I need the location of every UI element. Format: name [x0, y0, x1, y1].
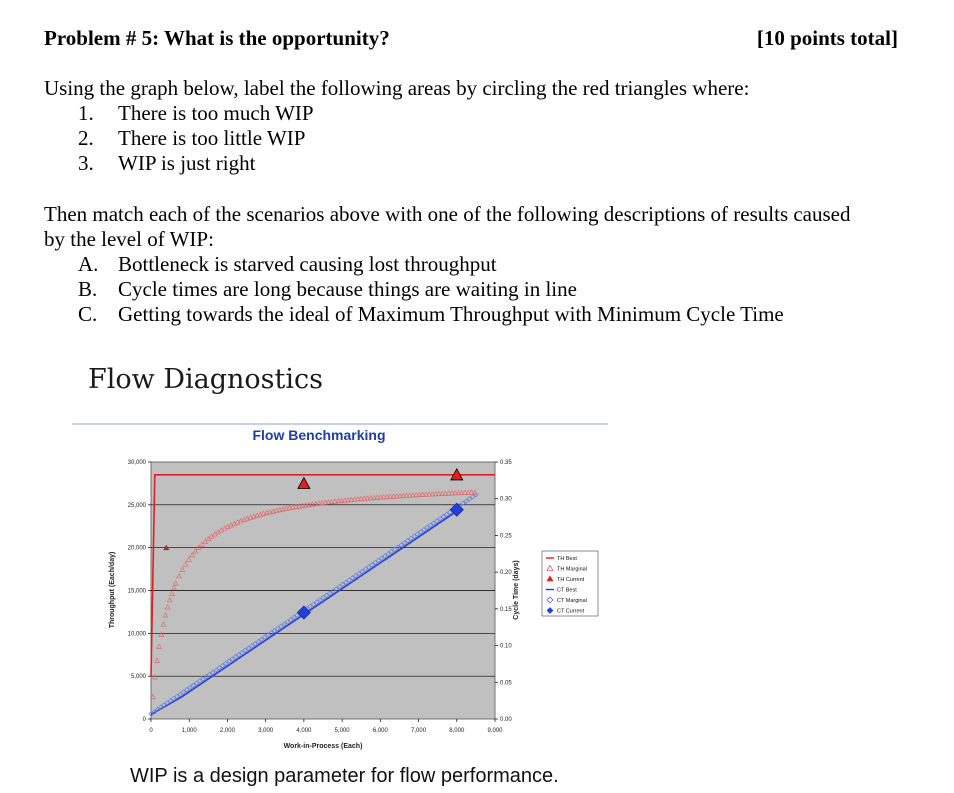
- section-title: Flow Diagnostics: [88, 364, 323, 395]
- list-text: There is too little WIP: [118, 126, 306, 150]
- y-right-tick-label: 0.10: [500, 643, 512, 650]
- chart-title: Flow Benchmarking: [252, 427, 386, 443]
- chart-legend: [542, 551, 598, 616]
- legend-entry-label: CT Marginal: [557, 598, 587, 604]
- points-label: [10 points total]: [756, 26, 898, 50]
- legend-entry-label: TH Marginal: [557, 566, 587, 573]
- y-left-tick-label: 0: [142, 717, 146, 723]
- legend-entry-label: CT Current: [557, 608, 585, 615]
- legend-entry-label: TH Current: [557, 577, 585, 583]
- list-marker: B.: [78, 277, 98, 301]
- legend-entry-label: CT Best: [557, 587, 577, 594]
- x-tick-label: 9,000: [487, 728, 503, 734]
- list-item: [78, 252, 784, 277]
- wip-list: [78, 101, 314, 176]
- y-right-tick-label: 0.20: [500, 570, 512, 577]
- y-right-tick-label: 0.15: [500, 606, 512, 613]
- x-axis-label: Work-in-Process (Each): [283, 743, 363, 750]
- y-axis-right-label: Cycle Time (days): [513, 560, 520, 620]
- problem-title: Problem # 5: What is the opportunity?: [44, 26, 390, 50]
- y-left-tick-label: 15,000: [127, 588, 146, 595]
- x-tick-label: 4,000: [296, 728, 312, 734]
- list-item: [78, 101, 314, 126]
- list-marker: A.: [78, 252, 99, 276]
- list-item: [78, 277, 784, 302]
- list-item: [78, 126, 314, 151]
- list-item: [78, 151, 314, 176]
- intro-text: Using the graph below, label the following areas by circling the red triangles where:: [44, 76, 750, 100]
- y-left-tick-label: 20,000: [127, 545, 146, 552]
- x-tick-label: 8,000: [449, 728, 465, 734]
- chart-caption: WIP is a design parameter for flow performance.: [130, 765, 559, 787]
- list-marker: 1.: [78, 101, 94, 125]
- list-item: [78, 302, 784, 327]
- x-tick-label: 2,000: [219, 728, 235, 734]
- match-instructions-line2: by the level of WIP:: [44, 227, 214, 251]
- list-marker: 3.: [78, 151, 94, 175]
- y-left-tick-label: 30,000: [127, 460, 146, 466]
- list-text: Bottleneck is starved causing lost throughput: [118, 252, 497, 276]
- y-right-tick-label: 0.25: [500, 533, 512, 540]
- list-text: WIP is just right: [118, 151, 256, 175]
- x-tick-label: 6,000: [372, 728, 388, 734]
- flow-benchmarking-chart: [72, 420, 612, 760]
- y-axis-left-label: Throughput (Each/day): [109, 551, 116, 629]
- legend-entry-label: TH Best: [557, 556, 577, 562]
- y-right-tick-label: 0.00: [500, 717, 512, 723]
- x-tick-label: 5,000: [334, 728, 350, 734]
- y-left-tick-label: 10,000: [127, 631, 146, 638]
- chart-svg: [72, 420, 612, 760]
- list-text: Cycle times are long because things are waiting in line: [118, 277, 577, 301]
- list-marker: 2.: [78, 126, 94, 150]
- x-tick-label: 1,000: [181, 728, 197, 734]
- list-text: There is too much WIP: [118, 101, 314, 125]
- list-text: Getting towards the ideal of Maximum Throughput with Minimum Cycle Time: [118, 302, 784, 326]
- x-tick-label: 7,000: [411, 728, 427, 734]
- y-left-tick-label: 25,000: [127, 502, 146, 509]
- x-tick-label: 3,000: [258, 728, 274, 734]
- description-list: [78, 252, 784, 327]
- match-instructions-line1: Then match each of the scenarios above with one of the following descriptions of results caused: [44, 202, 851, 226]
- y-right-tick-label: 0.30: [500, 496, 512, 503]
- y-right-tick-label: 0.05: [500, 680, 512, 687]
- y-right-tick-label: 0.35: [500, 460, 512, 466]
- x-tick-label: 0: [149, 728, 153, 734]
- list-marker: C.: [78, 302, 98, 326]
- y-left-tick-label: 5,000: [130, 674, 146, 681]
